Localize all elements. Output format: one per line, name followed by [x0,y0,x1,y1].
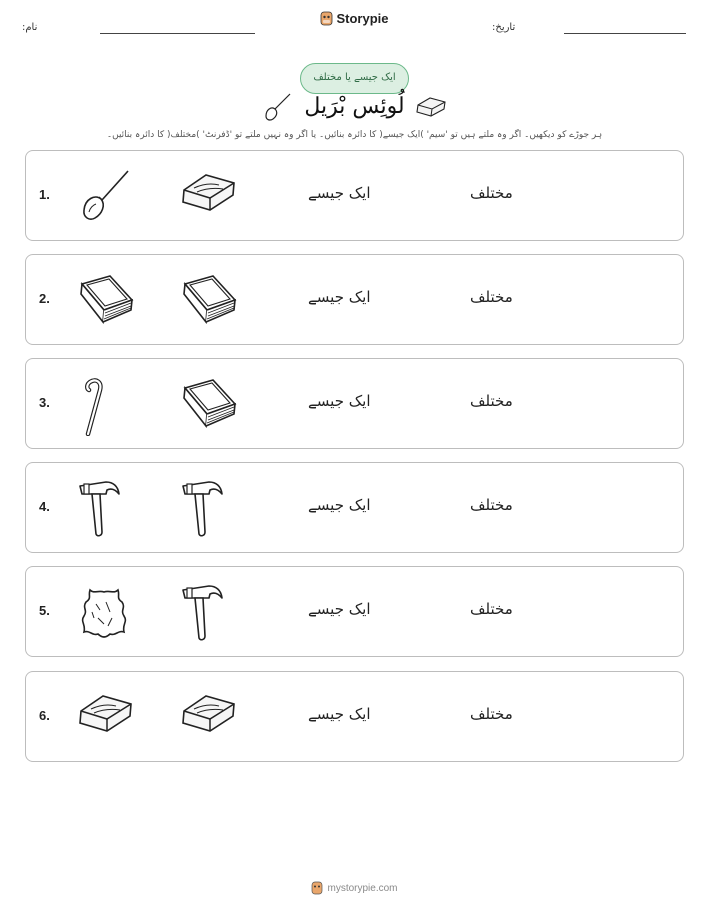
footer [0,880,709,899]
book-icon [76,272,136,332]
different-option[interactable]: مختلف [470,705,513,723]
question-number: 3. [39,395,50,410]
different-option[interactable]: مختلف [470,184,513,202]
same-option[interactable]: ایک جیسے [308,600,371,618]
different-option[interactable]: مختلف [470,496,513,514]
question-row [25,150,684,241]
same-option[interactable]: ایک جیسے [308,705,371,723]
hammer-icon [179,480,227,542]
name-line[interactable] [100,33,255,34]
storypie-mascot-icon [311,881,323,895]
cane-icon [76,376,116,440]
question-row [25,671,684,762]
brand-logo [0,11,709,30]
question-number: 1. [39,187,50,202]
soap-bar-icon [414,95,448,119]
question-number: 6. [39,708,50,723]
book-icon [179,376,239,436]
question-number: 2. [39,291,50,306]
hammer-icon [179,584,227,646]
storypie-mascot-icon [320,11,333,26]
page-title: لُوئِس بْرَیل [304,94,405,119]
question-row [25,462,684,553]
soap-bar-icon [179,689,239,741]
name-label: نام: [22,22,38,33]
hammer-icon [76,480,124,542]
different-option[interactable]: مختلف [470,288,513,306]
book-icon [179,272,239,332]
instructions: ہر جوڑے کو دیکھیں۔ اگر وہ ملتے ہیں تو 'سیم' )ایک جیسے( کا دائرہ بنائیں۔ یا اگر وہ نہیں ملتے تو 'ڈفرنٹ' )مختلف( کا دائرہ بنائیں۔ [106,130,603,140]
question-row [25,358,684,449]
question-number: 4. [39,499,50,514]
date-label: تاریخ: [492,22,516,33]
question-number: 5. [39,603,50,618]
footer-url[interactable]: mystorypie.com [327,882,398,894]
soap-bar-icon [179,168,239,220]
awl-icon [76,168,136,228]
question-row [25,254,684,345]
same-option[interactable]: ایک جیسے [308,392,371,410]
soap-bar-icon [76,689,136,741]
date-line[interactable] [564,33,686,34]
different-option[interactable]: مختلف [470,392,513,410]
same-option[interactable]: ایک جیسے [308,288,371,306]
brand-name: Storypie [336,11,389,26]
question-row [25,566,684,657]
leather-hide-icon [76,584,132,646]
same-option[interactable]: ایک جیسے [308,184,371,202]
same-option[interactable]: ایک جیسے [308,496,371,514]
different-option[interactable]: مختلف [470,600,513,618]
worksheet-type-pill: ایک جیسے یا مختلف [300,63,409,94]
